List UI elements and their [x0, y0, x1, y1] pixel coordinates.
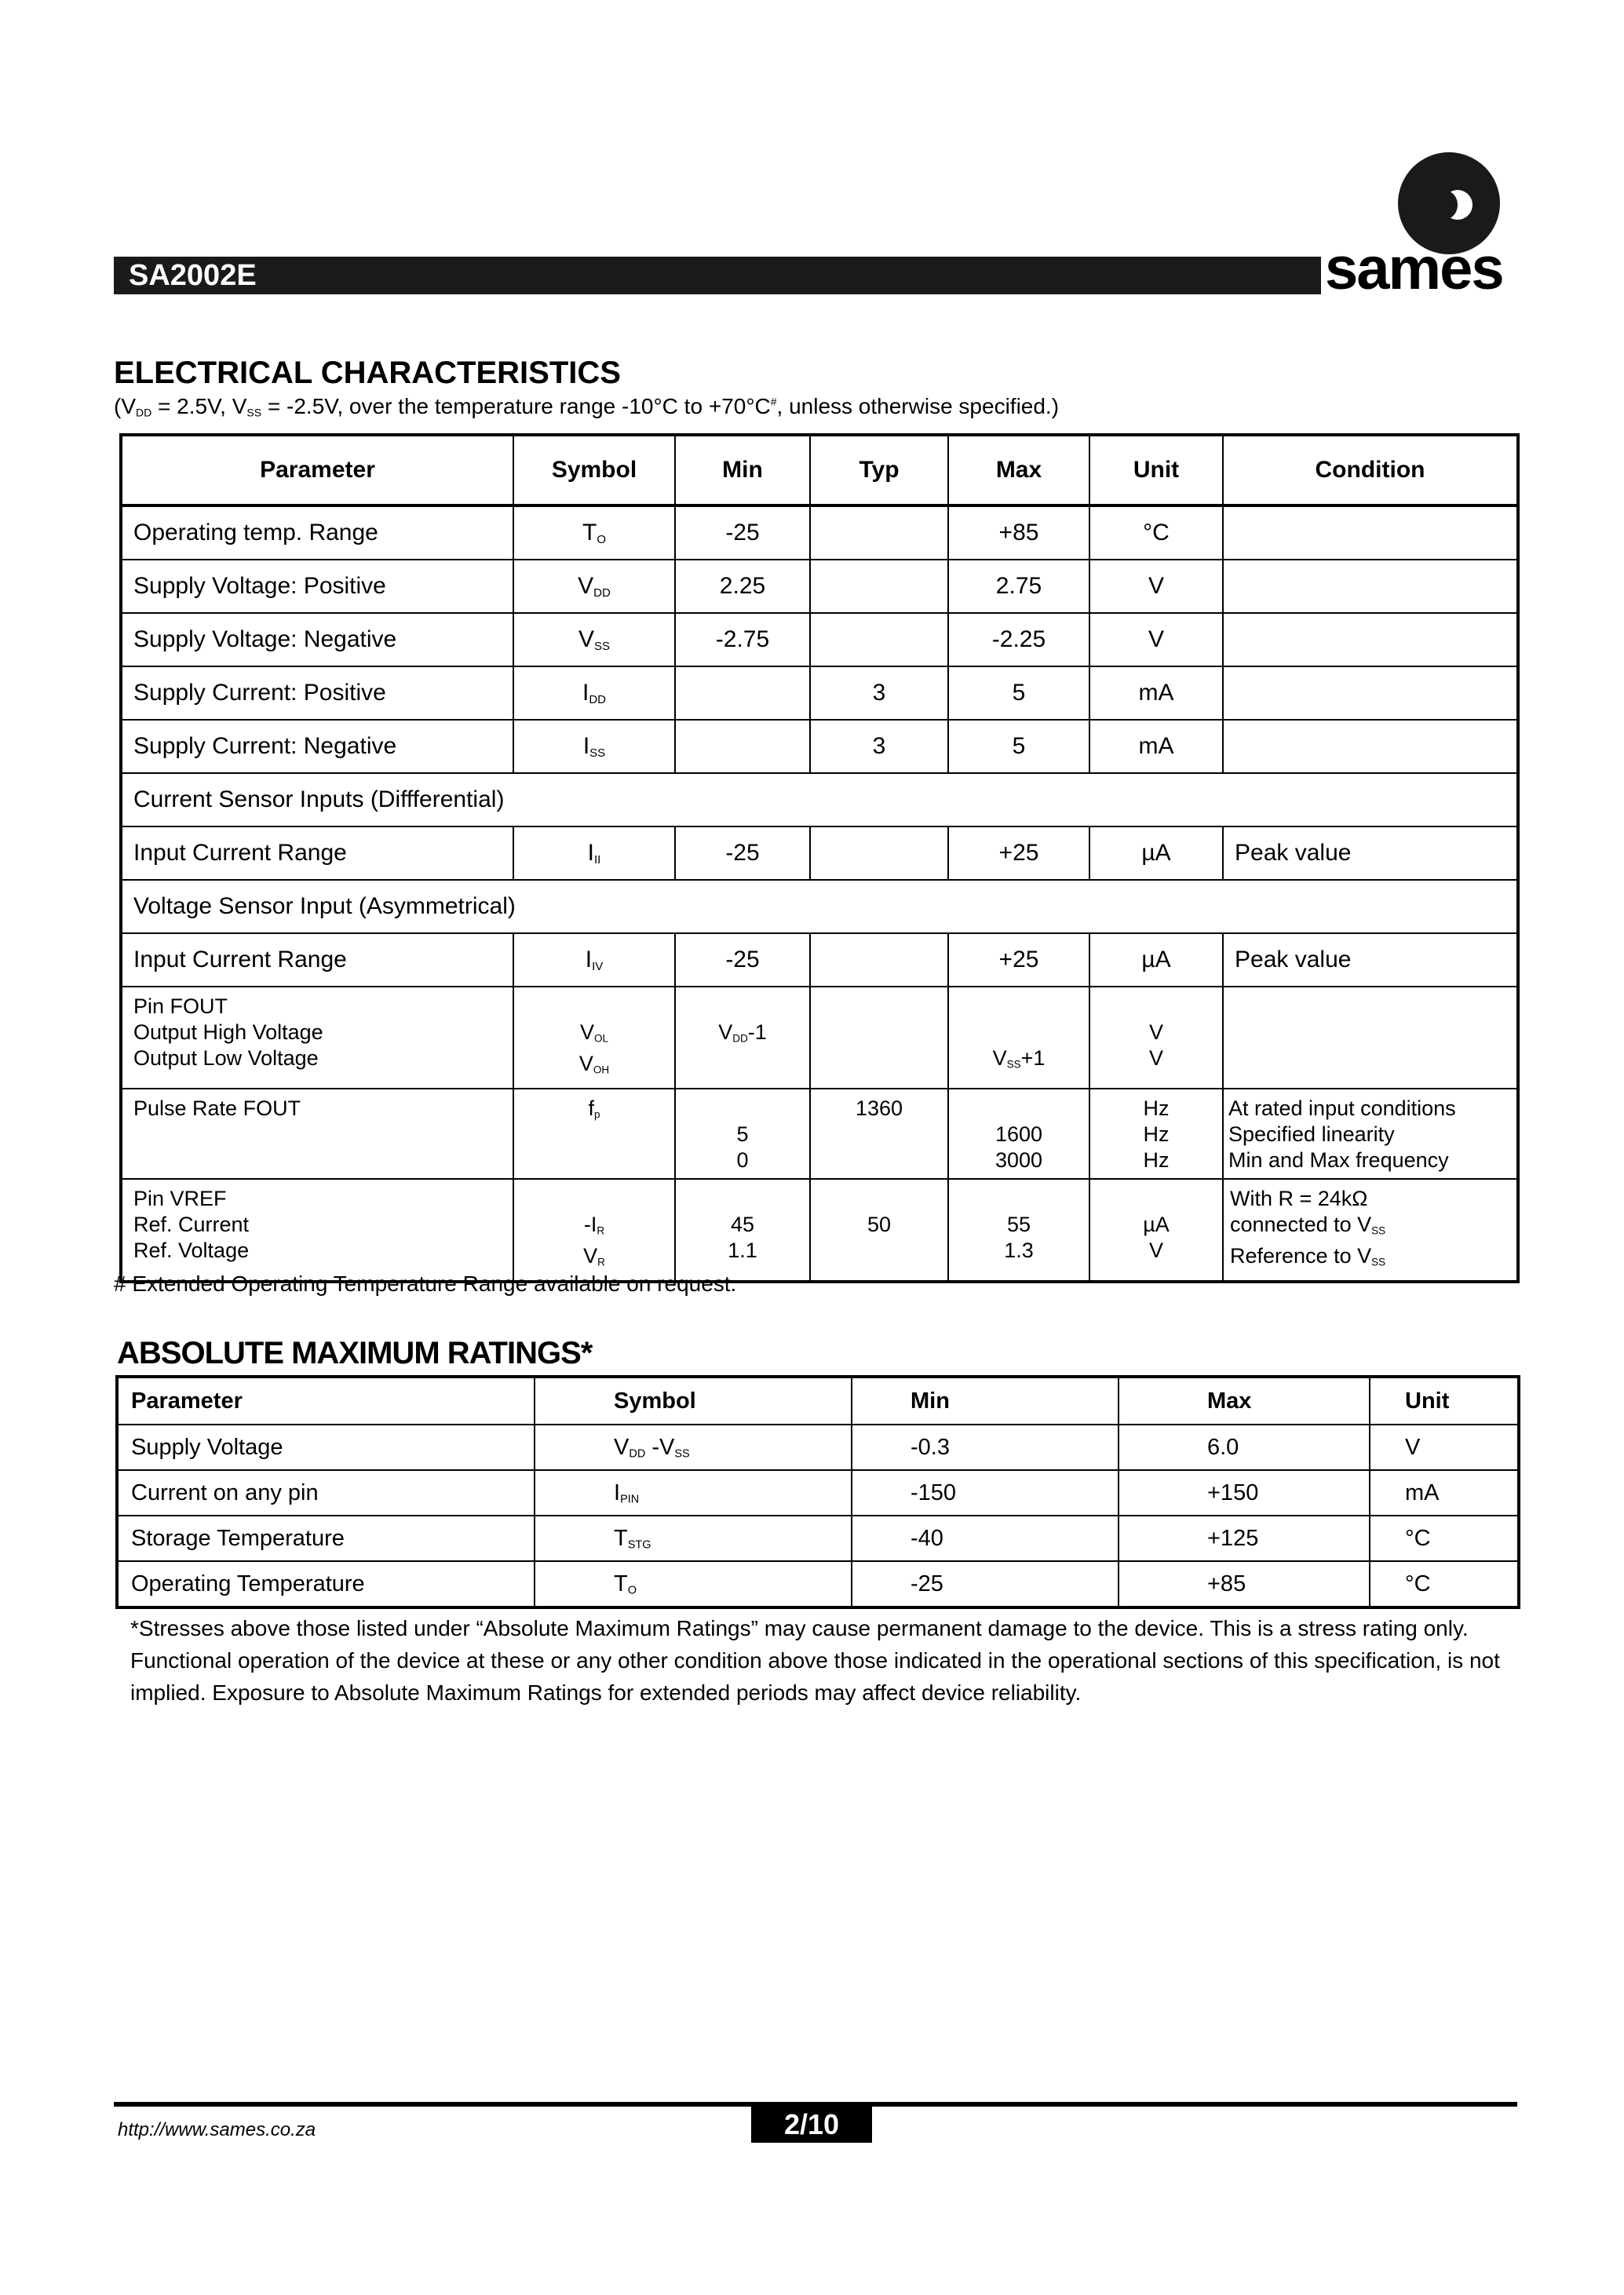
symbol-cell: $I_{IV}$ [513, 933, 675, 987]
unit-cell: Hz Hz Hz [1089, 1089, 1223, 1179]
header-unit: Unit [1370, 1377, 1519, 1425]
header-parameter: Parameter [117, 1377, 535, 1425]
symbol-cell: $I_{DD}$ [513, 666, 675, 720]
param-cell: Pin VREF Ref. Current Ref. Voltage [121, 1179, 513, 1282]
param-cell: Input Current Range [121, 826, 513, 880]
table-row [121, 613, 1518, 666]
symbol-cell: $T_O$ [513, 505, 675, 560]
header-max: Max [948, 435, 1089, 505]
header-parameter: Parameter [121, 435, 513, 505]
section-label-current-sensor: Current Sensor Inputs (Diffferential) [121, 773, 1518, 826]
header-bar [114, 257, 1321, 294]
typ-cell [810, 613, 948, 666]
symbol-cell: $I_{PIN}$ [535, 1470, 852, 1516]
param-cell: Supply Voltage: Positive [121, 560, 513, 613]
min-cell: -25 [675, 505, 810, 560]
condition-cell [1223, 505, 1518, 560]
unit-cell: V [1370, 1425, 1519, 1470]
document-id: SA2002E [129, 259, 257, 292]
page-number: 2/10 [783, 2108, 840, 2140]
param-cell: Pin FOUT Output High Voltage Output Low Voltage [121, 987, 513, 1089]
typ-cell [810, 826, 948, 880]
symbol-cell: $I_{SS}$ [513, 720, 675, 773]
header-min: Min [852, 1377, 1119, 1425]
logo-text: sames [1325, 235, 1503, 302]
min-cell: -150 [852, 1470, 1119, 1516]
min-cell: -25 [675, 826, 810, 880]
max-cell: 2.75 [948, 560, 1089, 613]
param-cell: Supply Voltage: Negative [121, 613, 513, 666]
unit-cell: °C [1370, 1561, 1519, 1607]
param-cell: Supply Voltage [117, 1425, 535, 1470]
header-max: Max [1119, 1377, 1370, 1425]
table-row [121, 505, 1518, 560]
unit-cell: °C [1089, 505, 1223, 560]
header-min: Min [675, 435, 810, 505]
typ-cell [810, 933, 948, 987]
max-cell: $V_{SS}+1$ [948, 987, 1089, 1089]
header-typ: Typ [810, 435, 948, 505]
typ-cell: 3 [810, 666, 948, 720]
temperature-footnote: # Extended Operating Temperature Range available on request. [114, 1272, 737, 1296]
table-header-row [121, 435, 1518, 505]
condition-cell: Peak value [1223, 826, 1518, 880]
header-unit: Unit [1089, 435, 1223, 505]
table-row [121, 826, 1518, 880]
symbol-cell: $V_{SS}$ [513, 613, 675, 666]
logo-moon-cut [1434, 191, 1458, 219]
typ-cell: 3 [810, 720, 948, 773]
min-cell: 5 0 [675, 1089, 810, 1179]
electrical-characteristics-table [119, 433, 1520, 1283]
condition-cell [1223, 560, 1518, 613]
condition-cell [1223, 613, 1518, 666]
symbol-cell: $f_p$ [513, 1089, 675, 1179]
max-cell: 1600 3000 [948, 1089, 1089, 1179]
unit-cell: mA [1370, 1470, 1519, 1516]
min-cell: 2.25 [675, 560, 810, 613]
min-cell [675, 666, 810, 720]
typ-cell [810, 505, 948, 560]
symbol-cell: $V_{DD}$ [513, 560, 675, 613]
param-cell: Operating temp. Range [121, 505, 513, 560]
max-cell: +125 [1119, 1516, 1370, 1561]
header-condition: Condition [1223, 435, 1518, 505]
unit-cell: µA V [1089, 1179, 1223, 1282]
table-row [121, 720, 1518, 773]
min-cell: -25 [852, 1561, 1119, 1607]
table-row [121, 560, 1518, 613]
header-symbol: Symbol [535, 1377, 852, 1425]
section-title-absolute-max: ABSOLUTE MAXIMUM RATINGS* [117, 1336, 593, 1370]
footer-url-link[interactable]: http://www.sames.co.za [118, 2119, 316, 2140]
table-row [117, 1470, 1519, 1516]
section-label-voltage-sensor: Voltage Sensor Input (Asymmetrical) [121, 880, 1518, 933]
max-cell: +150 [1119, 1470, 1370, 1516]
max-cell: 5 [948, 720, 1089, 773]
max-cell: 6.0 [1119, 1425, 1370, 1470]
symbol-cell: $T_O$ [535, 1561, 852, 1607]
header-symbol: Symbol [513, 435, 675, 505]
param-cell: Storage Temperature [117, 1516, 535, 1561]
max-cell: -2.25 [948, 613, 1089, 666]
condition-cell [1223, 666, 1518, 720]
unit-cell: V V [1089, 987, 1223, 1089]
max-cell: +25 [948, 933, 1089, 987]
table-header-row [117, 1377, 1519, 1425]
min-cell [675, 720, 810, 773]
unit-cell: µA [1089, 933, 1223, 987]
condition-cell: Peak value [1223, 933, 1518, 987]
condition-cell: At rated input conditions Specified linearity Min and Max frequency [1223, 1089, 1518, 1179]
symbol-cell: $V_{DD}$ $-V_{SS}$ [535, 1425, 852, 1470]
max-cell: +85 [1119, 1561, 1370, 1607]
typ-cell [810, 987, 948, 1089]
table-row [117, 1516, 1519, 1561]
min-cell: $V_{DD}-1$ [675, 987, 810, 1089]
table-row-fout [121, 987, 1518, 1089]
symbol-cell: $-I_R$ $V_R$ [513, 1179, 675, 1282]
max-cell: +25 [948, 826, 1089, 880]
min-cell: 45 1.1 [675, 1179, 810, 1282]
max-cell: 5 [948, 666, 1089, 720]
condition-cell [1223, 720, 1518, 773]
min-cell: -40 [852, 1516, 1119, 1561]
max-cell: +85 [948, 505, 1089, 560]
symbol-cell: $I_{II}$ [513, 826, 675, 880]
typ-cell: 50 [810, 1179, 948, 1282]
section-row-current-sensor [121, 773, 1518, 826]
section-row-voltage-sensor [121, 880, 1518, 933]
min-cell: -2.75 [675, 613, 810, 666]
param-cell: Input Current Range [121, 933, 513, 987]
param-cell: Operating Temperature [117, 1561, 535, 1607]
unit-cell: mA [1089, 666, 1223, 720]
symbol-cell: $T_{STG}$ [535, 1516, 852, 1561]
max-cell: 55 1.3 [948, 1179, 1089, 1282]
param-cell: Supply Current: Positive [121, 666, 513, 720]
section-title-electrical: ELECTRICAL CHARACTERISTICS [114, 356, 621, 390]
absolute-max-ratings-table [115, 1375, 1520, 1609]
table-row [121, 933, 1518, 987]
param-cell: Current on any pin [117, 1470, 535, 1516]
table-row-vref [121, 1179, 1518, 1282]
unit-cell: °C [1370, 1516, 1519, 1561]
condition-cell [1223, 987, 1518, 1089]
typ-cell [810, 560, 948, 613]
condition-cell: With R = 24kΩ connected to $V_{SS}$ Reference to $V_{SS}$ [1223, 1179, 1518, 1282]
stress-disclaimer: *Stresses above those listed under “Absolute Maximum Ratings” may cause permanent damage to the device. This is a stress rating only. Functional operation of the device at these or any other condition above those indicated in the operational sections of this specification, is not implied. Exposure to Absolute Maximum Ratings for extended periods may affect device reliability. [130, 1616, 1500, 1705]
symbol-cell: $V_{OL}$ $V_{OH}$ [513, 987, 675, 1089]
table-row [117, 1425, 1519, 1470]
table-row [117, 1561, 1519, 1607]
param-cell: Pulse Rate FOUT [121, 1089, 513, 1179]
table-row [121, 666, 1518, 720]
min-cell: -25 [675, 933, 810, 987]
unit-cell: µA [1089, 826, 1223, 880]
param-cell: Supply Current: Negative [121, 720, 513, 773]
unit-cell: V [1089, 613, 1223, 666]
unit-cell: mA [1089, 720, 1223, 773]
min-cell: -0.3 [852, 1425, 1119, 1470]
table-row-pulse-rate [121, 1089, 1518, 1179]
conditions-subtitle: ($V_{DD} = 2.5V$, $V_{SS} = -2.5V$, over the temperature range -10°C to +70°C#, unless otherwise specified.) [114, 394, 1060, 419]
typ-cell: 1360 [810, 1089, 948, 1179]
unit-cell: V [1089, 560, 1223, 613]
